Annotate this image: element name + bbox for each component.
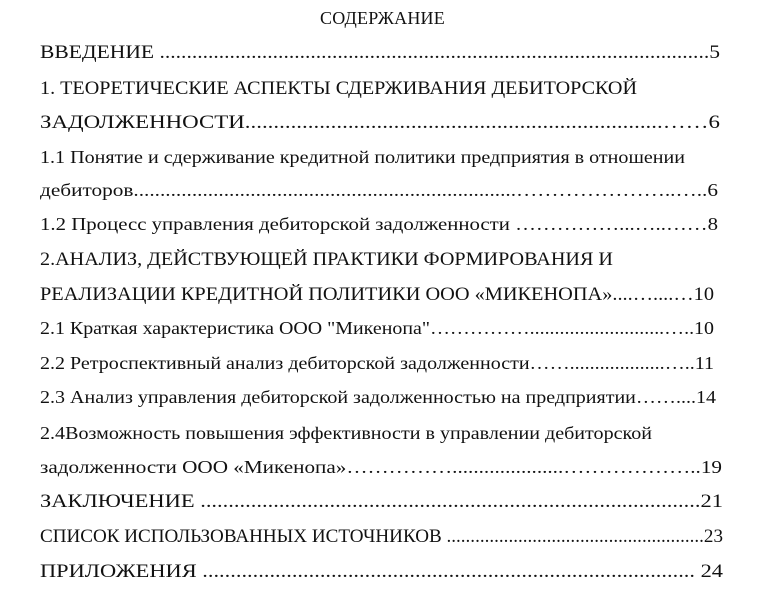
toc-entry-appendices: ПРИЛОЖЕНИЯ ........................................................................................ 24 <box>40 562 723 582</box>
toc-entry-section-2-1: 2.1 Краткая характеристика ООО "Микенопа"……………...........................…..10 <box>40 318 714 338</box>
toc-entry-chapter-1-heading: 1. ТЕОРЕТИЧЕСКИЕ АСПЕКТЫ СДЕРЖИВАНИЯ ДЕБИТОРСКОЙ <box>40 79 637 99</box>
toc-entry-chapter-2-continuation: РЕАЛИЗАЦИИ КРЕДИТНОЙ ПОЛИТИКИ ООО «МИКЕНОПА»....…....…10 <box>40 285 714 305</box>
toc-entry-introduction: ВВЕДЕНИЕ ......................................................................................................5 <box>40 43 720 63</box>
toc-entry-references: СПИСОК ИСПОЛЬЗОВАННЫХ ИСТОЧНИКОВ ......................................................23 <box>40 527 723 547</box>
toc-entry-section-2-4-continuation: задолженности ООО «Микенопа»…………….....................………………..19 <box>40 457 722 477</box>
toc-entry-section-1-1-continuation: дебиторов........................................................................…………………..…..6 <box>40 180 718 200</box>
toc-entry-section-2-4-heading: 2.4Возможность повышения эффективности в управлении дебиторской <box>40 423 652 443</box>
toc-entry-chapter-2-heading: 2.АНАЛИЗ, ДЕЙСТВУЮЩЕЙ ПРАКТИКИ ФОРМИРОВАНИЯ И <box>40 250 613 270</box>
toc-entry-section-1-2: 1.2 Процесс управления дебиторской задолженности ……………...…..……8 <box>40 214 718 234</box>
toc-entry-section-1-1-heading: 1.1 Понятие и сдерживание кредитной политики предприятия в отношении <box>40 147 685 167</box>
toc-entry-conclusion: ЗАКЛЮЧЕНИЕ .........................................................................................21 <box>40 492 723 512</box>
toc-title: СОДЕРЖАНИЕ <box>320 8 445 28</box>
toc-entry-chapter-1-continuation: ЗАДОЛЖЕННОСТИ.........................................................................……6 <box>40 113 720 133</box>
toc-entry-section-2-3: 2.3 Анализ управления дебиторской задолженностью на предприятии……....14 <box>40 387 716 407</box>
toc-entry-section-2-2: 2.2 Ретроспективный анализ дебиторской задолженности……...................…..11 <box>40 353 714 373</box>
